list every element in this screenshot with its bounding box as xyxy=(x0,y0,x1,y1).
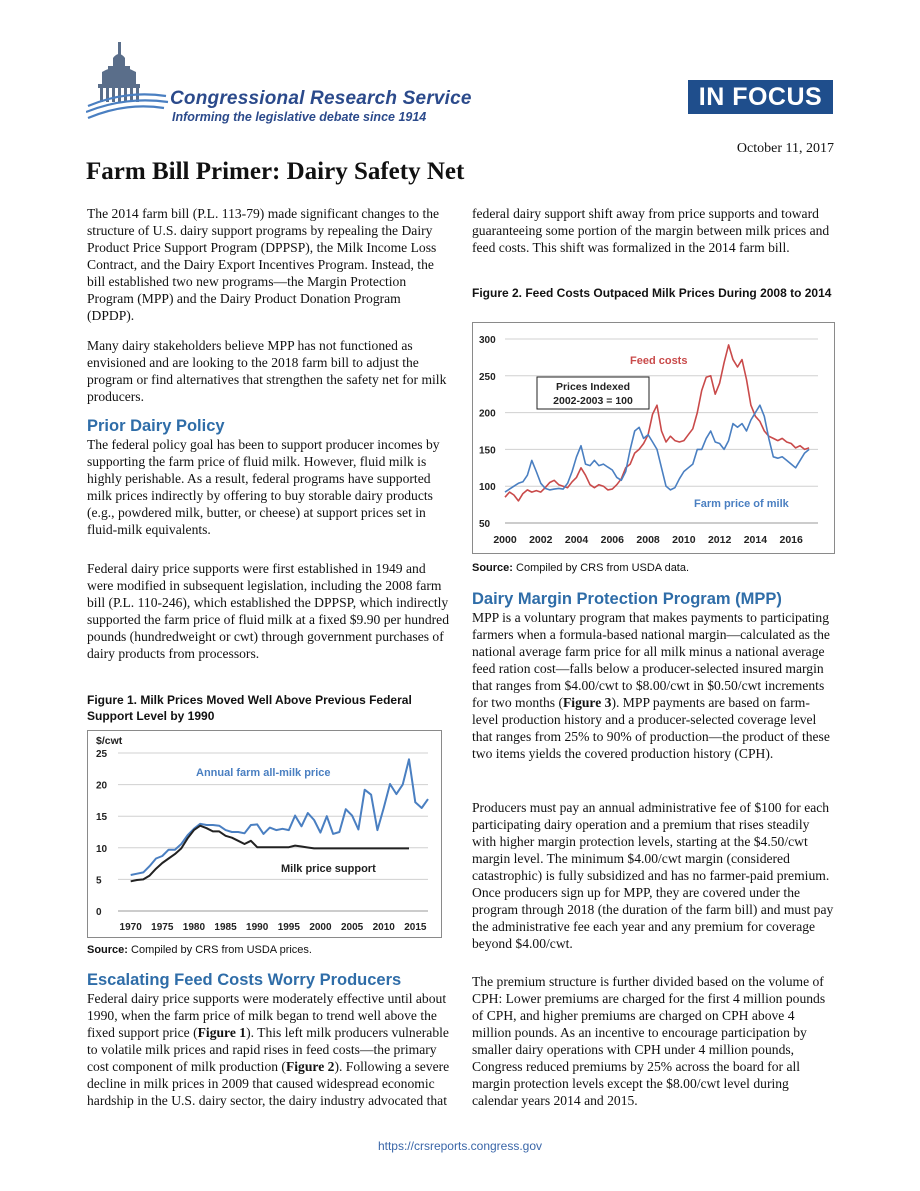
x-tick-label: 2004 xyxy=(564,534,589,546)
y-tick-label: 250 xyxy=(479,371,496,383)
x-tick-label: 2012 xyxy=(707,534,732,546)
page-title: Farm Bill Primer: Dairy Safety Net xyxy=(86,158,465,185)
org-tagline: Informing the legislative debate since 1914 xyxy=(172,110,427,124)
figure-3-reference: Figure 3 xyxy=(563,695,612,710)
x-tick-label: 2005 xyxy=(340,922,364,933)
y-tick-label: 25 xyxy=(96,749,108,760)
intro-paragraph-2: Many dairy stakeholders believe MPP has not functioned as envisioned and are looking to the 2018 farm bill to adjust the program or find alternatives that strengthen the safety net for milk producers. xyxy=(87,338,447,404)
in-focus-badge: IN FOCUS xyxy=(688,80,833,114)
y-axis-label: $/cwt xyxy=(96,735,123,747)
figure-1-chart xyxy=(87,730,442,938)
y-tick-label: 10 xyxy=(96,843,108,855)
figure-1-caption: Figure 1. Milk Prices Moved Well Above Previous Federal Support Level by 1990 xyxy=(87,693,412,723)
capitol-dome-icon xyxy=(98,42,140,102)
x-tick-label: 1970 xyxy=(119,922,142,933)
legend-line-2: 2002-2003 = 100 xyxy=(553,395,633,407)
prior-policy-paragraph-1: The federal policy goal has been to support producer incomes by supporting the farm price of fluid milk. However, fluid milk is highly perishable. As a result, federal programs have supported milk prices indirectly by offering to buy storable dairy products (e.g., powdered milk, butter, or cheese) at support prices set in fluid-milk equivalents. xyxy=(87,437,440,537)
figure-2-source: Source: Compiled by CRS from USDA data. xyxy=(472,562,690,574)
mpp-paragraph-2: Producers must pay an annual administrative fee of $100 for each participating dairy operation and a premium that rises steadily with higher margin protection levels, starting at the $4.50/cwt margin level. The minimum $4.00/cwt margin (considered catastrophic) is fully subsidized and has no farmer-paid premium. Once producers sign up for MPP, they are covered under the program through 2018 (the duration of the farm bill) and must pay the administrative fee each year and any premium for coverage beyond $4.00/cwt. xyxy=(472,800,834,951)
x-tick-label: 1980 xyxy=(182,922,206,933)
y-tick-label: 300 xyxy=(479,335,496,346)
x-tick-label: 2002 xyxy=(529,534,553,546)
annotation-feed-costs: Feed costs xyxy=(630,355,688,367)
x-tick-label: 2000 xyxy=(493,534,517,546)
mpp-paragraph-3: The premium structure is further divided based on the volume of CPH: Lower premiums are charged for the first 4 million pounds of CPH, and higher premiums are charged on CPH above 4 million pounds. As an incentive to encourage participation by smaller dairy operations with CPH under 4 million pounds, Congress reduced premiums by 25% across the board for all margin protection levels except the $8.00/cwt level during calendar years 2014 and 2015. xyxy=(472,974,826,1108)
annotation-farm-price-of-milk: Farm price of milk xyxy=(694,498,789,510)
section-heading-mpp: Dairy Margin Protection Program (MPP) xyxy=(472,590,782,608)
x-tick-label: 2010 xyxy=(372,922,395,933)
annotation-milk-price-support: Milk price support xyxy=(281,863,376,875)
intro-paragraph-1: The 2014 farm bill (P.L. 113-79) made significant changes to the structure of U.S. dairy support programs by repealing the Dairy Product Price Support Program (DPPSP), the Milk Income Loss Contract, and the Dairy Export Incentives Program. Instead, the bill established two new programs—the Margin Protection Program (MPP) and the Dairy Product Donation Program (DPDP). xyxy=(87,206,440,323)
x-tick-label: 2006 xyxy=(600,534,624,546)
y-tick-label: 150 xyxy=(479,445,496,457)
y-tick-label: 15 xyxy=(96,812,108,824)
x-tick-label: 1990 xyxy=(246,922,269,933)
footer-url-link[interactable]: https://crsreports.congress.gov xyxy=(377,1139,543,1153)
y-tick-label: 5 xyxy=(96,875,102,887)
y-tick-label: 50 xyxy=(479,519,491,530)
farm-milk-price-line xyxy=(505,405,809,492)
figure-2-chart xyxy=(472,322,835,554)
feed-costs-line xyxy=(505,345,809,501)
feed-costs-paragraph: Federal dairy price supports were moderately effective until about 1990, when the farm price of milk began to trend well above the fixed support price (Figure 1). This left milk producers vulnerable to volatile milk prices and rapid rises in feed costs—the primary cost component of milk production (Figure 2). Following a severe decline in milk prices in 2009 that caused widespread economic hardship in the U.S. dairy sector, the dairy industry advocated that xyxy=(87,991,450,1108)
org-name: Congressional Research Service xyxy=(170,88,472,109)
section-heading-feed-costs: Escalating Feed Costs Worry Producers xyxy=(87,971,402,989)
mpp-paragraph-1: MPP is a voluntary program that makes payments to participating farmers when a formula-based national margin—calculated as the national average farm price for all milk minus a national average feed ration cost—falls below a producer-selected insured margin that ranges from $4.00/cwt to $8.00/cwt in $0.50/cwt increments for two months (Figure 3). MPP payments are based on farm-level production history and a producer-selected coverage level that ranges from 25% to 90% of production—the product of these two items yields the covered production history (CPH). xyxy=(472,610,830,761)
section-heading-prior-policy: Prior Dairy Policy xyxy=(87,417,225,435)
x-tick-label: 2008 xyxy=(636,534,660,546)
report-date: October 11, 2017 xyxy=(736,141,834,156)
y-tick-label: 200 xyxy=(479,408,496,420)
figure-1-source: Source: Compiled by CRS from USDA prices. xyxy=(87,944,312,956)
figure-2-reference: Figure 2 xyxy=(285,1059,335,1074)
continued-paragraph: federal dairy support shift away from price supports and toward guaranteeing some portion of the margin between milk prices and feed costs. This shift was formalized in the 2014 farm bill. xyxy=(472,206,830,255)
y-tick-label: 100 xyxy=(479,482,496,494)
x-tick-label: 2010 xyxy=(672,534,696,546)
x-tick-label: 2015 xyxy=(404,922,427,933)
x-tick-label: 1985 xyxy=(214,922,237,933)
y-tick-label: 0 xyxy=(96,907,102,918)
y-tick-label: 20 xyxy=(96,780,108,792)
x-tick-label: 2016 xyxy=(779,534,803,546)
annotation-all-milk-price: Annual farm all-milk price xyxy=(196,767,331,779)
prior-policy-paragraph-2: Federal dairy price supports were first established in 1949 and were modified in subsequent legislation, including the 2008 farm bill (P.L. 110-246), which established the DPPSP, which indirectly supported the farm price of fluid milk at a fixed $9.90 per hundred pounds (hundredweight or cwt) through government purchases of dairy products from processors. xyxy=(87,561,450,661)
figure-1-reference: Figure 1 xyxy=(197,1025,247,1040)
figure-2-caption: Figure 2. Feed Costs Outpaced Milk Prices During 2008 to 2014 xyxy=(472,286,832,300)
x-tick-label: 2000 xyxy=(309,922,332,933)
x-tick-label: 2014 xyxy=(743,534,768,546)
x-tick-label: 1995 xyxy=(277,922,300,933)
x-tick-label: 1975 xyxy=(151,922,174,933)
legend-line-1: Prices Indexed xyxy=(555,381,631,393)
